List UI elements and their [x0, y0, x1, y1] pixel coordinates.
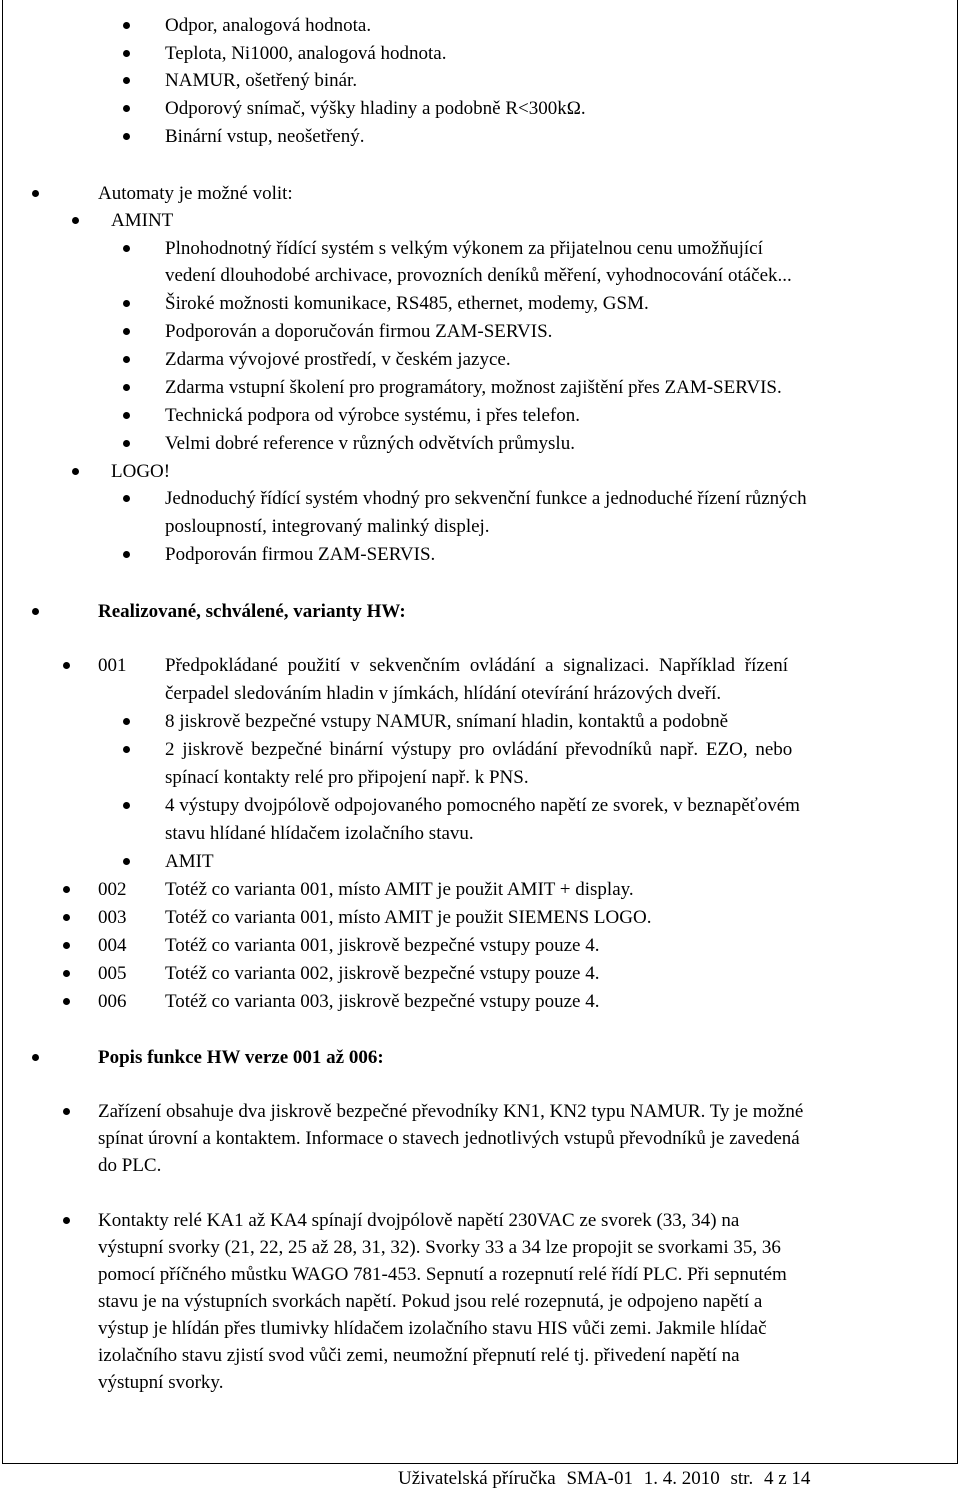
bullet: [72, 468, 79, 475]
bullet: [123, 105, 130, 112]
bullet: [123, 440, 130, 447]
bullet: [123, 328, 130, 335]
bullet: [123, 746, 130, 753]
paragraph-line: do PLC.: [98, 1155, 162, 1176]
bullet: [123, 384, 130, 391]
variant-text: Předpokládané použití v sekvenčním ovládání a signalizaci. Například řízení: [165, 655, 788, 676]
list-item: Podporován firmou ZAM-SERVIS.: [165, 544, 436, 565]
list-item: Odporový snímač, výšky hladiny a podobně R<300kΩ.: [165, 98, 586, 119]
bullet: [63, 1108, 70, 1115]
bullet: [123, 551, 130, 558]
bullet: [123, 22, 130, 29]
list-item: Zdarma vstupní školení pro programátory, možnost zajištění přes ZAM-SERVIS.: [165, 377, 782, 398]
bullet: [123, 77, 130, 84]
section-heading: Popis funkce HW verze 001 až 006:: [98, 1047, 384, 1068]
footer-page-label: str.: [730, 1468, 754, 1489]
variant-text: Totéž co varianta 002, jiskrově bezpečné vstupy pouze 4.: [165, 963, 600, 984]
variant-number: 005: [98, 963, 127, 984]
bullet: [72, 217, 79, 224]
list-item: Odpor, analogová hodnota.: [165, 15, 372, 36]
variant-text: Totéž co varianta 003, jiskrově bezpečné vstupy pouze 4.: [165, 991, 600, 1012]
page-footer: [398, 1466, 810, 1492]
footer-page-number: 4 z 14: [763, 1468, 811, 1489]
bullet: [32, 608, 39, 615]
list-item: Podporován a doporučován firmou ZAM-SERVIS.: [165, 321, 553, 342]
footer-doc-title: Uživatelská příručka: [398, 1468, 556, 1489]
variant-number: 003: [98, 907, 127, 928]
bullet: [63, 1217, 70, 1224]
variant-number: 006: [98, 991, 127, 1012]
list-item-continuation: spínací kontakty relé pro připojení např. k PNS.: [165, 767, 529, 788]
bullet: [63, 914, 70, 921]
bullet: [32, 1054, 39, 1061]
paragraph-line: výstupní svorky.: [98, 1372, 224, 1393]
variant-text: Totéž co varianta 001, místo AMIT je použit SIEMENS LOGO.: [165, 907, 652, 928]
list-item: Binární vstup, neošetřený.: [165, 126, 365, 147]
paragraph-line: stavu je na výstupních svorkách napětí. Pokud jsou relé rozepnutá, je odpojeno napětí a: [98, 1291, 763, 1312]
paragraph-line: izolačního stavu zjistí svod vůči zemi, neumožní přepnutí relé tj. přivedení napětí na: [98, 1345, 740, 1366]
paragraph-line: spínat úrovní a kontaktem. Informace o stavech jednotlivých vstupů převodníků je zavedená: [98, 1128, 800, 1149]
list-item: Zdarma vývojové prostředí, v českém jazyce.: [165, 349, 511, 370]
subsection-heading: LOGO!: [111, 461, 171, 482]
list-item: Široké možnosti komunikace, RS485, ethernet, modemy, GSM.: [165, 293, 649, 314]
list-item: NAMUR, ošetřený binár.: [165, 70, 358, 91]
bullet: [123, 50, 130, 57]
variant-number: 002: [98, 879, 127, 900]
list-item: Jednoduchý řídící systém vhodný pro sekvenční funkce a jednoduché řízení různých: [165, 488, 807, 509]
list-item: 4 výstupy dvojpólově odpojovaného pomocného napětí ze svorek, v beznapěťovém: [165, 795, 800, 816]
bullet: [123, 133, 130, 140]
bullet: [123, 802, 130, 809]
bullet: [123, 495, 130, 502]
paragraph-line: Zařízení obsahuje dva jiskrově bezpečné převodníky KN1, KN2 typu NAMUR. Ty je možné: [98, 1101, 804, 1122]
subsection-heading: AMINT: [111, 210, 174, 231]
bullet: [123, 356, 130, 363]
paragraph-line: pomocí příčného můstku WAGO 781-453. Sepnutí a rozepnutí relé řídí PLC. Při sepnutém: [98, 1264, 787, 1285]
bullet: [123, 245, 130, 252]
bullet: [63, 970, 70, 977]
footer-date: 1. 4. 2010: [643, 1468, 720, 1489]
list-item: 8 jiskrově bezpečné vstupy NAMUR, snímaní hladin, kontaktů a podobně: [165, 711, 729, 732]
footer-product: SMA-01: [566, 1468, 633, 1489]
list-item: AMIT: [165, 851, 214, 872]
list-item-continuation: posloupností, integrovaný malinký displej.: [165, 516, 490, 537]
section-heading: Automaty je možné volit:: [98, 183, 293, 204]
variant-text: Totéž co varianta 001, jiskrově bezpečné vstupy pouze 4.: [165, 935, 600, 956]
variant-number: 001: [98, 655, 127, 676]
bullet: [123, 300, 130, 307]
bullet: [63, 998, 70, 1005]
variant-text: Totéž co varianta 001, místo AMIT je použit AMIT + display.: [165, 879, 634, 900]
bullet: [123, 412, 130, 419]
list-item: Plnohodnotný řídící systém s velkým výkonem za přijatelnou cenu umožňující: [165, 238, 763, 259]
bullet: [123, 858, 130, 865]
variant-number: 004: [98, 935, 127, 956]
bullet: [63, 886, 70, 893]
list-item: Teplota, Ni1000, analogová hodnota.: [165, 43, 447, 64]
paragraph-line: Kontakty relé KA1 až KA4 spínají dvojpólově napětí 230VAC ze svorek (33, 34) na: [98, 1210, 740, 1231]
paragraph-line: výstupní svorky (21, 22, 25 až 28, 31, 32). Svorky 33 a 34 lze propojit se svorkami 35, 36: [98, 1237, 781, 1258]
list-item-continuation: vedení dlouhodobé archivace, provozních deníků měření, vyhodnocování otáček...: [165, 265, 792, 286]
variant-text: čerpadel sledováním hladin v jímkách, hlídání otevírání hrázových dveří.: [165, 683, 722, 704]
bullet: [63, 662, 70, 669]
list-item: Technická podpora od výrobce systému, i přes telefon.: [165, 405, 580, 426]
bullet: [63, 942, 70, 949]
section-heading: Realizované, schválené, varianty HW:: [98, 601, 406, 622]
paragraph-line: výstup je hlídán přes tlumivky hlídačem izolačního stavu HIS vůči zemi. Jakmile hlídač: [98, 1318, 767, 1339]
bullet: [32, 190, 39, 197]
list-item-continuation: stavu hlídané hlídačem izolačního stavu.: [165, 823, 474, 844]
bullet: [123, 718, 130, 725]
list-item: Velmi dobré reference v různých odvětvích průmyslu.: [165, 433, 575, 454]
list-item: 2 jiskrově bezpečné binární výstupy pro ovládání převodníků např. EZO, nebo: [165, 739, 793, 760]
